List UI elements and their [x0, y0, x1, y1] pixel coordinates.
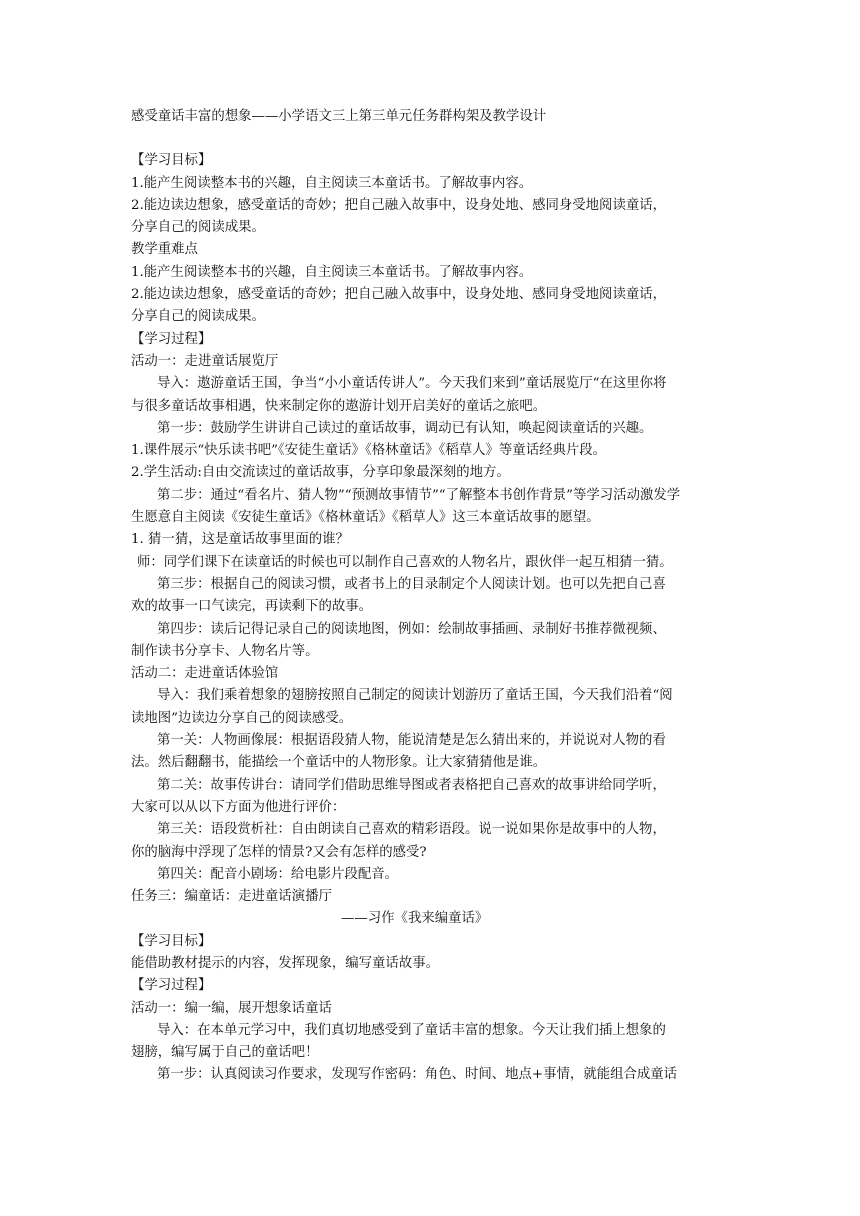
document-line: 导入：在本单元学习中，我们真切地感受到了童话丰富的想象。今天让我们插上想象的: [157, 1022, 666, 1038]
document-line: 活动二：走进童话体验馆: [131, 666, 279, 682]
document-line: 第一步：认真阅读习作要求，发现写作密码：角色、时间、地点+事情，就能组合成童话: [157, 1067, 678, 1083]
document-line: 欢的故事一口气读完，再读剩下的故事。: [131, 599, 373, 615]
document-line: 能借助教材提示的内容，发挥现象，编写童话故事。: [131, 955, 439, 971]
document-line: 【学习过程】: [131, 331, 212, 347]
document-line: 任务三：编童话：走进童话演播厅: [131, 889, 332, 905]
document-line: 师：同学们课下在读童话的时候也可以制作自己喜欢的人物名片，跟伙伴一起互相猜一猜。: [137, 554, 673, 570]
document-line: 1. 猜一猜，这是童话故事里面的谁？: [131, 532, 349, 548]
document-line: 导入：遨游童话王国，争当“小小童话传讲人”。今天我们来到”童话展览厅“在这里你将: [157, 376, 667, 392]
document-body: [131, 106, 743, 1087]
document-line: 制作读书分享卡、人物名片等。: [131, 643, 319, 659]
document-line: 教学重难点: [131, 242, 198, 258]
document-line: 【学习目标】: [131, 153, 212, 169]
document-line: 分享自己的阅读成果。: [131, 220, 265, 236]
document-title: 感受童话丰富的想象——小学语文三上第三单元任务群构架及教学设计: [131, 109, 547, 124]
document-line: 第二步：通过“看名片、猜人物”“预测故事情节”“了解整本书创作背景”等学习活动激发学: [157, 487, 681, 503]
document-line: 分享自己的阅读成果。: [131, 309, 265, 325]
document-line: 1.能产生阅读整本书的兴趣，自主阅读三本童话书。了解故事内容。: [131, 264, 533, 280]
document-line: 第三步：根据自己的阅读习惯，或者书上的目录制定个人阅读计划。也可以先把自己喜: [157, 576, 666, 592]
document-line: 【学习过程】: [131, 978, 212, 994]
document-line: 第三关：语段赏析社：自由朗读自己喜欢的精彩语段。说一说如果你是故事中的人物，: [157, 822, 666, 838]
document-line: 2.能边读边想象，感受童话的奇妙；把自己融入故事中，设身处地、感同身受地阅读童话，: [131, 197, 667, 213]
document-line: 第二关：故事传讲台：请同学们借助思维导图或者表格把自己喜欢的故事讲给同学听，: [157, 777, 666, 793]
document-line: 第四关：配音小剧场：给电影片段配音。: [157, 866, 399, 882]
document-line: 2.学生活动:自由交流读过的童话故事，分享印象最深刻的地方。: [131, 465, 510, 481]
document-line: ——习作《我来编童话》: [341, 911, 489, 927]
document-line: 第一步：鼓励学生讲讲自己读过的童话故事，调动已有认知，唤起阅读童话的兴趣。: [157, 420, 653, 436]
document-line: 活动一：编一编，展开想象话童话: [131, 1000, 332, 1016]
document-line: 导入：我们乘着想象的翅膀按照自己制定的阅读计划游历了童话王国，今天我们沿着“阅: [157, 688, 673, 704]
document-line: 1.课件展示“快乐读书吧”《安徒生童话》《格林童话》《稻草人》等童话经典片段。: [131, 443, 607, 459]
document-line: 生愿意自主阅读《安徒生童话》《格林童话》《稻草人》这三本童话故事的愿望。: [131, 510, 600, 526]
document-line: 【学习目标】: [131, 933, 212, 949]
document-line: 与很多童话故事相遇，快来制定你的遨游计划开启美好的童话之旅吧。: [131, 398, 547, 414]
document-line: 2.能边读边想象，感受童话的奇妙；把自己融入故事中，设身处地、感同身受地阅读童话，: [131, 287, 667, 303]
document-line: 读地图”边读边分享自己的阅读感受。: [131, 710, 353, 726]
document-line: 第四步：读后记得记录自己的阅读地图，例如：绘制故事插画、录制好书推荐微视频、: [157, 621, 666, 637]
document-line: 大家可以从以下方面为他进行评价：: [131, 799, 346, 815]
document-line: 你的脑海中浮现了怎样的情景?又会有怎样的感受?: [131, 844, 427, 860]
document-line: 翅膀，编写属于自己的童话吧！: [131, 1045, 319, 1061]
document-line: 第一关：人物画像展：根据语段猜人物，能说清楚是怎么猜出来的，并说说对人物的看: [157, 733, 666, 749]
document-line: 活动一：走进童话展览厅: [131, 353, 279, 369]
document-line: 法。然后翻翻书，能描绘一个童话中的人物形象。让大家猜猜他是谁。: [131, 755, 547, 771]
document-line: 1.能产生阅读整本书的兴趣，自主阅读三本童话书。了解故事内容。: [131, 175, 533, 191]
